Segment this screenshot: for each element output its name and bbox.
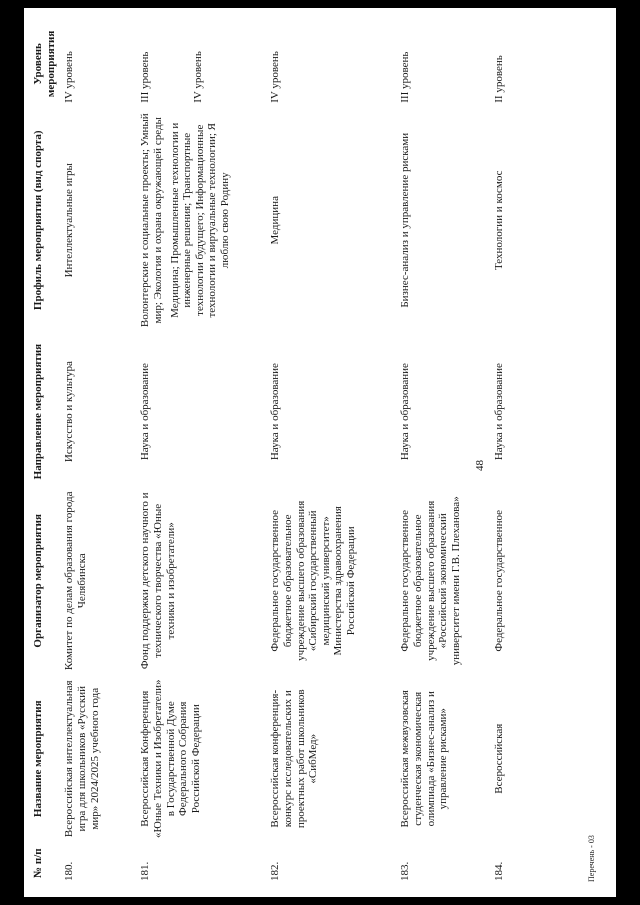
table-row <box>61 23 137 883</box>
event-direction: Наука и образование <box>493 363 506 461</box>
level-line: II уровень <box>493 55 506 103</box>
page-number: 48 <box>474 460 486 471</box>
document-page <box>24 8 616 897</box>
event-level <box>491 23 519 105</box>
profile-line: Технологии и космос <box>493 170 506 270</box>
level-line: IV уровень <box>269 51 282 103</box>
header-num: № п/п <box>32 848 44 878</box>
table-row <box>397 23 491 883</box>
event-profile <box>491 105 519 336</box>
event-name: Всероссийская конференция-конкурс исследовательских и проектных работ школьников «СибМед» <box>269 689 320 829</box>
header-profile: Профиль мероприятия (вид спорта) <box>32 130 44 311</box>
event-profile <box>267 105 397 336</box>
event-organizer: Федеральное государственное бюджетное образовательное учреждение высшего образования «Сибирский государственный медицинский университет» Министерства здравоохранения Российской Федерации <box>269 500 358 661</box>
row-num: 182. <box>269 861 282 881</box>
profile-line: Интеллектуальные игры <box>63 163 76 278</box>
table-row <box>491 23 519 883</box>
page-footer: Перечень - 03 <box>587 835 596 882</box>
events-table <box>30 23 519 883</box>
table-row <box>267 23 397 883</box>
event-level <box>267 23 397 105</box>
table-header-row <box>30 23 61 883</box>
event-organizer: Федеральное государственное бюджетное образовательное учреждение высшего образования «Российский экономический университет имени Г.В. Плеханова» <box>399 496 462 666</box>
rotated-page-content <box>24 8 616 897</box>
table-row <box>137 23 267 883</box>
event-direction: Наука и образование <box>139 363 152 461</box>
event-name: Всероссийская межвузовская студенческая экономическая олимпиада «Бизнес-анализ и управление рисками» <box>399 690 450 828</box>
row-num: 183. <box>399 861 412 881</box>
event-profile <box>137 105 267 336</box>
event-direction: Наука и образование <box>399 363 412 461</box>
event-profile <box>61 105 137 336</box>
header-level: Уровень мероприятия <box>32 30 57 98</box>
event-name: Всероссийская интеллектуальная игра для школьников «Русский мир» 2024/2025 учебного года <box>63 680 101 838</box>
event-direction: Наука и образование <box>269 363 282 461</box>
event-level <box>397 23 491 105</box>
event-organizer: Комитет по делам образования города Челябинска <box>63 491 88 671</box>
header-direction: Направление мероприятия <box>32 343 44 480</box>
header-name: Название мероприятия <box>32 700 44 818</box>
header-organizer: Организатор мероприятия <box>32 514 44 648</box>
event-name: Всероссийская Конференция «Юные Техники и Изобретатели» в Государственной Думе Федерального Собрания Российской Федерации <box>139 679 202 838</box>
row-num: 181. <box>139 861 152 881</box>
row-num: 180. <box>63 861 76 881</box>
profile-line: Медицина; Промышленные технологии и инженерные решения; Транспортные технологии будущего; Информационные технологии и виртуальные технологии; Я люблю свою Родину <box>168 122 232 318</box>
event-direction: Искусство и культура <box>63 361 76 463</box>
profile-line: Медицина <box>269 196 282 245</box>
event-level <box>137 23 267 105</box>
level-line: III уровень <box>139 51 152 103</box>
event-level <box>61 23 137 105</box>
event-organizer: Федеральное государственное <box>493 510 506 652</box>
event-profile <box>397 105 491 336</box>
level-line: IV уровень <box>191 51 204 103</box>
profile-line: Волонтерские и социальные проекты; Умный мир; Экология и охрана окружающей среды <box>139 113 164 328</box>
event-name: Всероссийская <box>493 723 506 794</box>
event-organizer: Фонд поддержки детского научного и технического творчества «Юные техники и изобретатели» <box>139 492 177 670</box>
level-line: IV уровень <box>63 51 76 103</box>
level-line: III уровень <box>399 51 412 103</box>
profile-line: Бизнес-анализ и управление рисками <box>399 132 412 308</box>
row-num: 184. <box>493 861 506 881</box>
